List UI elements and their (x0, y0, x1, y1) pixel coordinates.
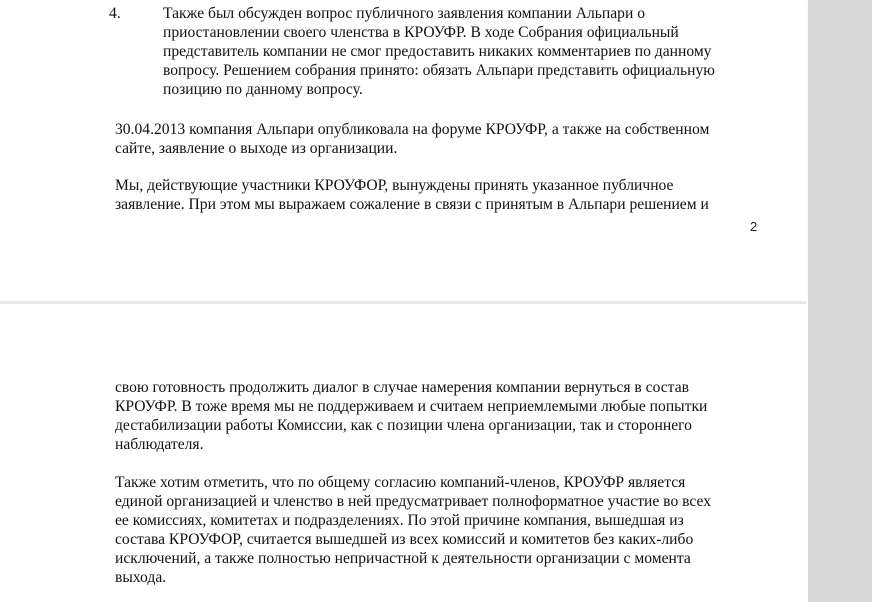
list-line-5: позицию по данному вопросу. (163, 81, 363, 98)
paragraph-line-1: Также хотим отметить, что по общему согласию компаний-членов, КРОУФР является (115, 474, 686, 491)
paragraph-statement (115, 176, 756, 214)
paragraph-line-4: наблюдателя. (115, 436, 204, 453)
paragraph-membership (115, 473, 756, 587)
paragraph-line-4: состава КРОУФОР, считается вышедшей из всех комиссий и комитетов без каких-либо (115, 531, 694, 548)
paragraph-line-1: 30.04.2013 компания Альпари опубликовала на форуме КРОУФР, а также на собственном (115, 121, 710, 138)
paragraph-date (115, 120, 756, 158)
paragraph-line-1: Мы, действующие участники КРОУФОР, вынуждены принять указанное публичное (115, 177, 674, 194)
list-line-3: представитель компании не смог предоставить никаких комментариев по данному (163, 43, 712, 60)
page-number: 2 (750, 219, 758, 234)
list-line-4: вопросу. Решением собрания принято: обязать Альпари представить официальную (163, 62, 715, 79)
paragraph-line-2: единой организацией и членство в ней предусматривает полноформатное участие во всех (115, 493, 712, 510)
paragraph-continuation (115, 378, 756, 454)
paragraph-line-6: выхода. (115, 569, 167, 586)
document-page-top (0, 0, 806, 302)
paragraph-line-3: дестабилизации работы Комиссии, как с позиции члена организации, так и стороннего (115, 417, 692, 434)
list-line-2: приостановлении своего членства в КРОУФР. В ходе Собрания официальный (163, 24, 679, 41)
paragraph-line-1: свою готовность продолжить диалог в случае намерения компании вернуться в состав (115, 379, 689, 396)
list-line-1: Также был обсужден вопрос публичного заявления компании Альпари о (163, 5, 646, 22)
viewer-gutter (808, 0, 872, 602)
paragraph-line-2: сайте, заявление о выходе из организации. (115, 140, 398, 157)
document-page-bottom (0, 304, 806, 602)
paragraph-line-5: исключений, а также полностью непричастной к деятельности организации с момента (115, 550, 691, 567)
list-number: 4. (109, 5, 121, 22)
list-item-4 (109, 4, 758, 99)
list-item-text (163, 4, 758, 99)
paragraph-line-2: заявление. При этом мы выражаем сожаление в связи с принятым в Альпари решением и (115, 196, 709, 213)
paragraph-line-3: ее комиссиях, комитетах и подразделениях. По этой причине компания, вышедшая из (115, 512, 684, 529)
paragraph-line-2: КРОУФР. В тоже время мы не поддерживаем и считаем неприемлемыми любые попытки (115, 398, 708, 415)
